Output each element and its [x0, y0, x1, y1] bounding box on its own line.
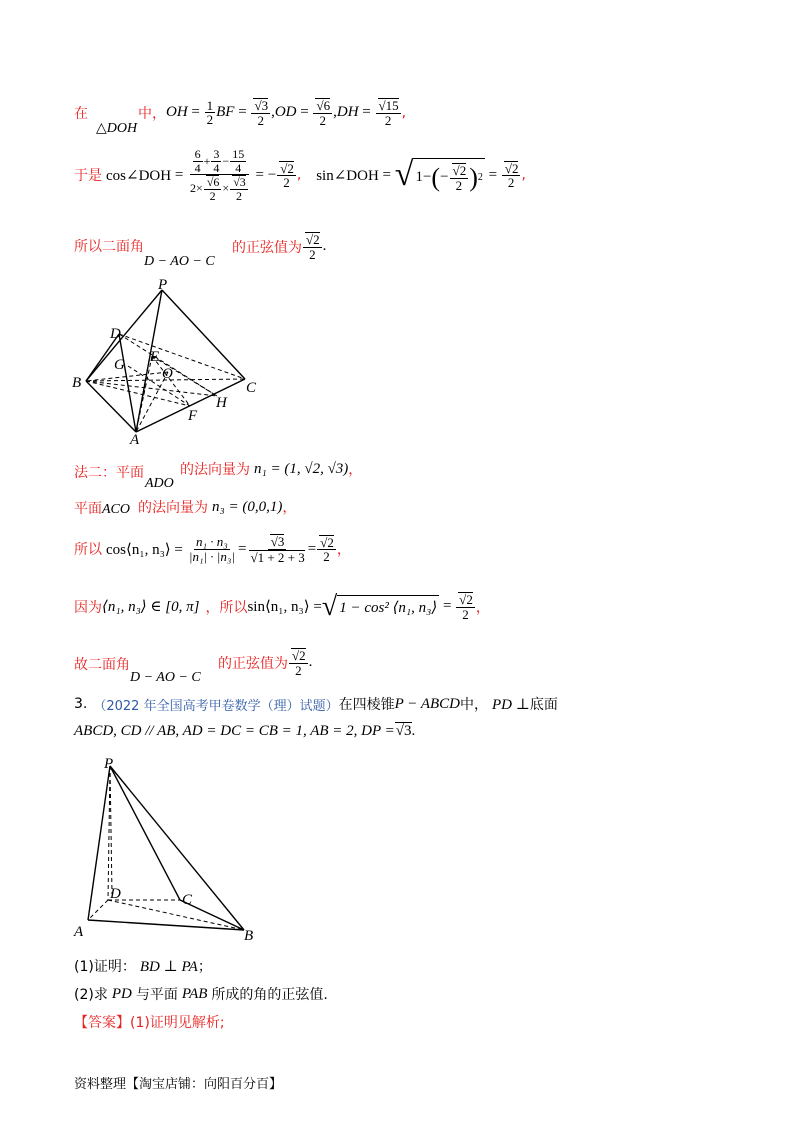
label-c2: C — [182, 892, 193, 908]
figure-pyramid-1 — [70, 276, 270, 446]
angle-d-ao-c-1: D − AO − C — [144, 254, 215, 269]
pyramid-name: P − ABCD — [394, 695, 460, 712]
bf-label: BF — [216, 104, 235, 121]
text-yushi: 于是 — [74, 168, 102, 185]
footer-note: 资料整理【淘宝店铺：向阳百分百】 — [74, 1077, 283, 1092]
fa2-line2: 平面 — [74, 501, 102, 517]
fa2-line4: 因为 ⟨n₁, n₃⟩ ∈ [0, π] ，所以 sin⟨n₁, n₃⟩ = √ 1 − cos² ⟨n₁, n₃⟩ = √ $\frac{2}{2}$ ， — [74, 592, 490, 621]
frac-cos-main: $\frac{6}{4}$ + $\frac{3}{4}$ − $\frac{15}{4}$ 2× √ $\frac{6}{2}$ × √ $\frac{3}{2}$ — [188, 148, 251, 202]
bd-perp-pa: BD ⊥ PA — [139, 958, 198, 975]
sin-doh: sin∠DOH — [316, 167, 379, 184]
problem-number: 3. — [74, 696, 88, 712]
frac-neg-sqrt2-2: √ $\frac{2}{2}$ — [277, 161, 296, 190]
fa2-line2-tail: 的法向量为 n₃ = (0,0,1) ， — [138, 498, 297, 516]
frac-sqrt3-2: √ $\frac{3}{2}$ — [251, 98, 270, 127]
label-d2: D — [110, 886, 121, 902]
plane-aco: ACO — [102, 502, 130, 517]
line-cos-sin: 于是 cos∠DOH = $\frac{6}{4}$ + $\frac{3}{4}$ − $\frac{15}{4}$ 2× √ $\frac{6}{2}$ × √ $\frac{3}{2}$ = − √ $\frac{2}{2}$ , sin∠DOH = √ 1− ( − √ $\frac{2}{2}$ ) 2 = √ $\frac{2}{2}$ , — [74, 148, 526, 202]
cos-doh: cos∠DOH — [106, 167, 172, 184]
label-a1: A — [130, 432, 140, 446]
dh-label: DH — [336, 104, 359, 121]
fa2-line1: 法二：平面 — [74, 465, 144, 481]
sqrt-1-cos2: 1 − cos² ⟨n₁, n₃⟩ — [337, 595, 439, 619]
text-zai: 在 — [74, 106, 88, 122]
frac-half: $\frac{1}{2}$ — [206, 97, 214, 128]
line-dihedral-1: 所以二面角 — [74, 239, 144, 255]
problem-source: （2022 年全国高考甲卷数学（理）试题） — [93, 698, 339, 714]
frac-sqrt2-2-c: √ $\frac{2}{2}$ — [456, 592, 475, 621]
fa2-line3: 所以 cos⟨n₁, n₃⟩ = $\frac{\text{n₁ · n₃}}{\text{|n₁| · |n₃|}}$ = √ 3 √ 1 + 2 + 3 = √ $\frac{2}{2}$ ， — [74, 534, 351, 564]
cos-n1-n3: cos⟨n₁, n₃⟩ = — [106, 541, 183, 558]
sqrt-sin-inner: 1− ( − √ $\frac{2}{2}$ ) 2 — [413, 158, 484, 193]
label-d1: D — [110, 326, 121, 342]
fa2-line1-tail: 的法向量为 n₁ = (1, √2, √3) ， — [180, 460, 363, 478]
label-p2: P — [104, 756, 114, 772]
edge-pb-2 — [110, 766, 244, 930]
label-c1: C — [246, 380, 257, 396]
plane-pab: PAB — [181, 985, 208, 1002]
pd-perp: PD ⊥ — [491, 696, 530, 713]
question-1: (1)证明： BD ⊥ PA ； — [74, 958, 212, 975]
label-o1: O — [162, 366, 173, 382]
problem3-line1: 3. （2022 年全国高考甲卷数学（理）试题） 在四棱锥 P − ABCD 中， PD ⊥ 底面 — [74, 695, 558, 714]
label-a2: A — [74, 924, 84, 940]
label-f1: F — [188, 408, 198, 424]
problem3-line2: ABCD, CD // AB, AD = DC = CB = 1, AB = 2, DP = √ 3 . — [74, 722, 415, 740]
edge-pc — [162, 290, 245, 379]
label-p1: P — [158, 277, 168, 293]
figure-pyramid-2 — [72, 754, 272, 944]
vector-n1: n₁ = (1, √2, √3) — [254, 460, 349, 477]
fa2-line5: 故二面角 — [74, 657, 130, 673]
label-g1: G — [114, 357, 125, 373]
label-b2: B — [244, 928, 254, 944]
sqrt3-dp: √ 3 — [395, 722, 412, 740]
vector-n3: n₃ = (0,0,1) — [212, 498, 283, 515]
od-label: OD — [274, 104, 297, 121]
line3-tail: 的正弦值为 √ $\frac{2}{2}$ . — [232, 232, 326, 261]
problem-conditions: ABCD, CD // AB, AD = DC = CB = 1, AB = 2, DP = — [74, 722, 395, 739]
triangle-doh: △DOH — [96, 121, 138, 136]
frac-sqrt2-2-b: √ $\frac{2}{2}$ — [317, 535, 336, 564]
frac-sqrt15-2: √ $\frac{15}{2}$ — [376, 98, 401, 127]
frac-sqrt2-2-d: √ $\frac{2}{2}$ — [289, 648, 308, 677]
label-e1: E — [150, 349, 160, 365]
edge-pa-2 — [88, 766, 110, 920]
pd-label: PD — [111, 985, 132, 1002]
edge-pc-2 — [110, 766, 180, 900]
frac-sqrt6-2: √ $\frac{6}{2}$ — [313, 98, 332, 127]
line-triangle-doh — [74, 103, 88, 123]
text-zhong: 中， — [138, 105, 166, 122]
label-b1: B — [72, 375, 82, 391]
answer-tag: 【答案】 — [74, 1015, 130, 1031]
frac-sin-result: √ $\frac{2}{2}$ — [502, 161, 521, 190]
answer-line — [74, 1012, 225, 1032]
label-h1: H — [216, 395, 227, 411]
oh-label: OH — [166, 104, 188, 121]
plane-ado: ADO — [145, 476, 174, 491]
frac-sqrt3-sqrt6: √ 3 √ 1 + 2 + 3 — [247, 534, 306, 564]
fa2-line5-tail: 的正弦值为 √ $\frac{2}{2}$ . — [218, 648, 312, 677]
answer-text: (1)证明见解析; — [130, 1015, 225, 1031]
line1-formula: 中， OH = $\frac{1}{2}$ BF = √ $\frac{3}{2}$ , OD = √ $\frac{6}{2}$ , DH = √ $\frac{15}{2}$ , — [138, 98, 406, 127]
question-2: (2)求 PD 与平面 PAB 所成的角的正弦值. — [74, 985, 328, 1003]
frac-dot-product: $\frac{\text{n₁ · n₃}}{\text{|n₁| · |n₃|}}$ — [188, 534, 235, 564]
range-n1-n3: ⟨n₁, n₃⟩ ∈ [0, π] — [102, 599, 200, 616]
sin-n1-n3: sin⟨n₁, n₃⟩ = — [247, 599, 322, 616]
angle-d-ao-c-2: D − AO − C — [130, 670, 201, 685]
edge-ac — [136, 379, 245, 432]
frac-sqrt2-2-a: √ $\frac{2}{2}$ — [303, 232, 322, 261]
